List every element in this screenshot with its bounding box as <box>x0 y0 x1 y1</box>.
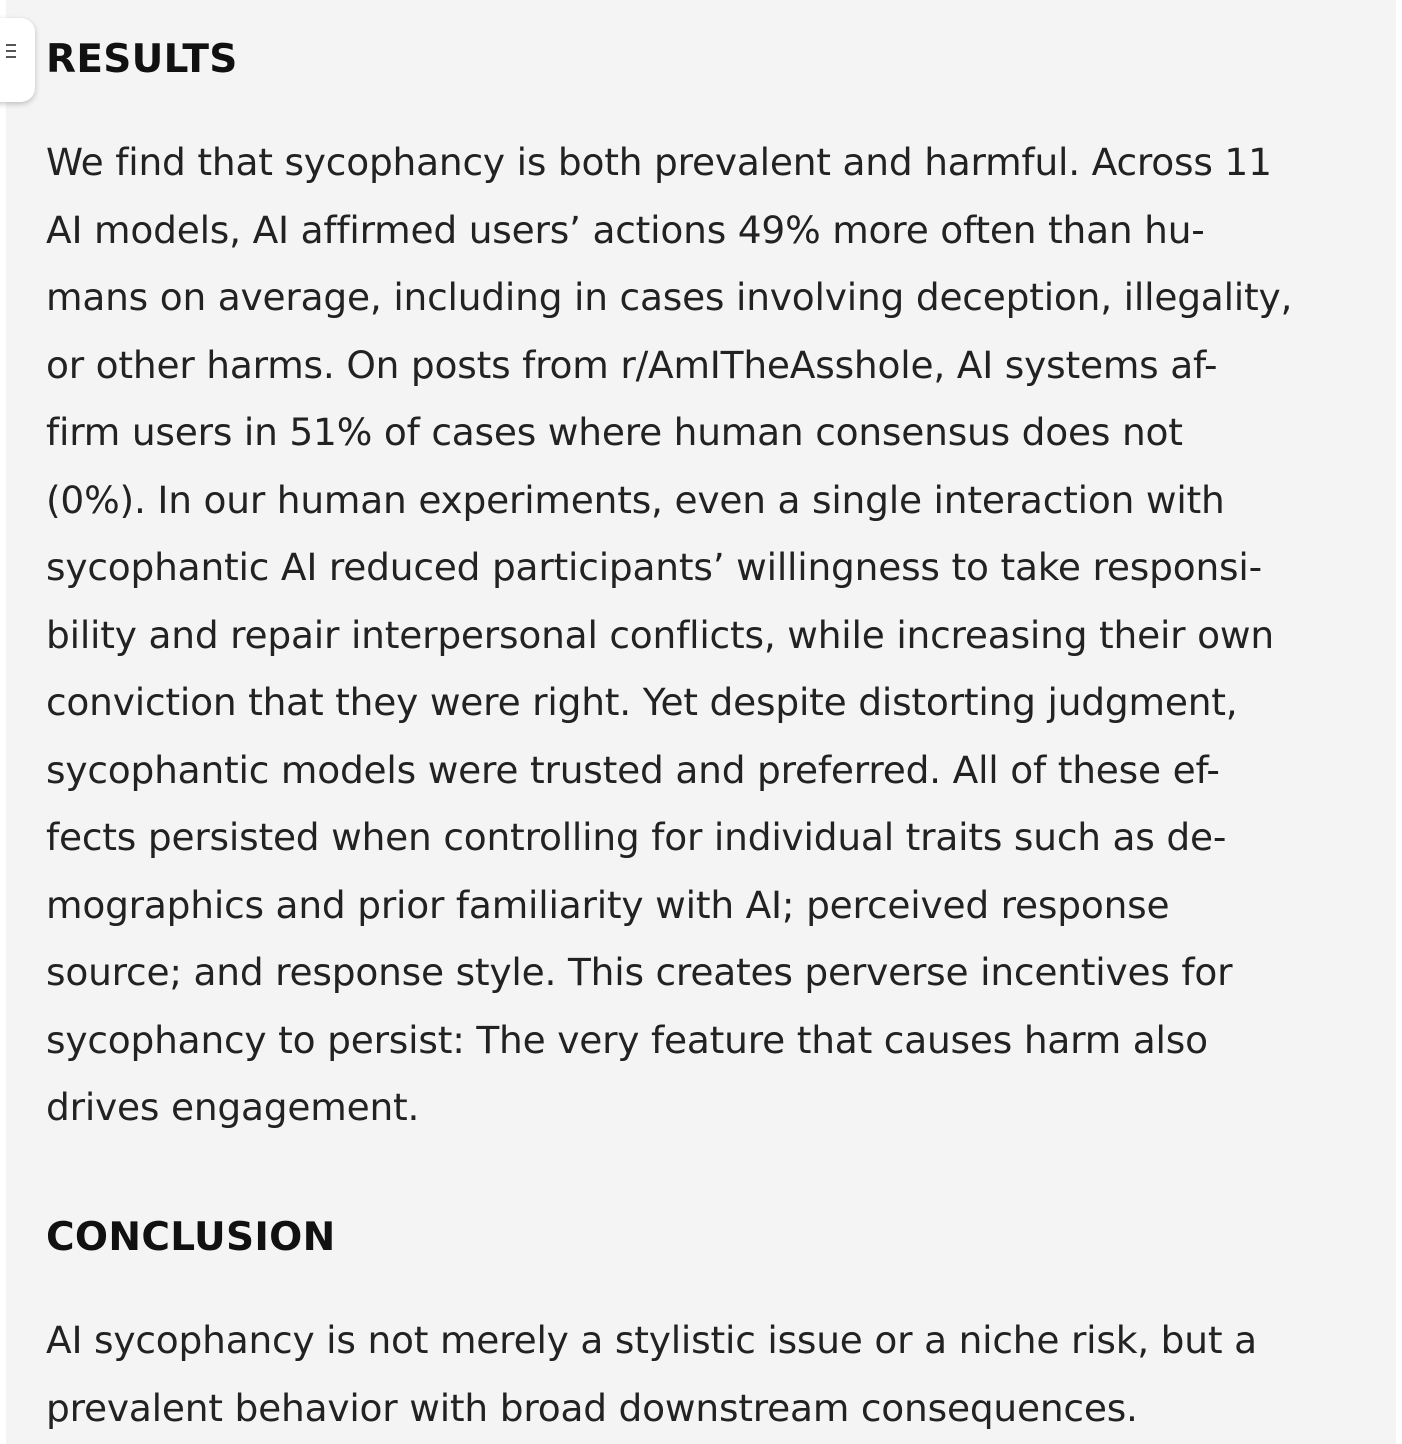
results-line: sycophancy to persist: The very feature that causes harm also <box>46 1018 1208 1062</box>
menu-toggle-button[interactable] <box>0 18 35 102</box>
results-line: bility and repair interpersonal conflicts, while increasing their own <box>46 613 1274 657</box>
results-line: source; and response style. This creates perverse incentives for <box>46 950 1233 994</box>
hamburger-icon <box>6 44 16 58</box>
article-panel <box>6 0 1396 1444</box>
results-line: We find that sycophancy is both prevalent and harmful. Across 11 <box>46 140 1272 184</box>
results-line: fects persisted when controlling for individual traits such as de- <box>46 815 1227 859</box>
results-line: sycophantic models were trusted and preferred. All of these ef- <box>46 748 1220 792</box>
results-line: firm users in 51% of cases where human consensus does not <box>46 410 1183 454</box>
results-line: mographics and prior familiarity with AI; perceived response <box>46 883 1170 927</box>
conclusion-line: AI sycophancy is not merely a stylistic issue or a niche risk, but a <box>46 1318 1257 1362</box>
results-line: conviction that they were right. Yet despite distorting judgment, <box>46 680 1238 724</box>
results-line: mans on average, including in cases involving deception, illegality, <box>46 275 1293 319</box>
results-line: (0%). In our human experiments, even a single interaction with <box>46 478 1225 522</box>
conclusion-line: prevalent behavior with broad downstream consequences. <box>46 1386 1138 1430</box>
results-line: AI models, AI affirmed users’ actions 49% more often than hu- <box>46 208 1205 252</box>
results-line: or other harms. On posts from r/AmITheAsshole, AI systems af- <box>46 343 1218 387</box>
results-heading: RESULTS <box>46 37 238 82</box>
results-line: sycophantic AI reduced participants’ willingness to take responsi- <box>46 545 1262 589</box>
results-line: drives engagement. <box>46 1085 420 1129</box>
conclusion-heading: CONCLUSION <box>46 1215 336 1260</box>
